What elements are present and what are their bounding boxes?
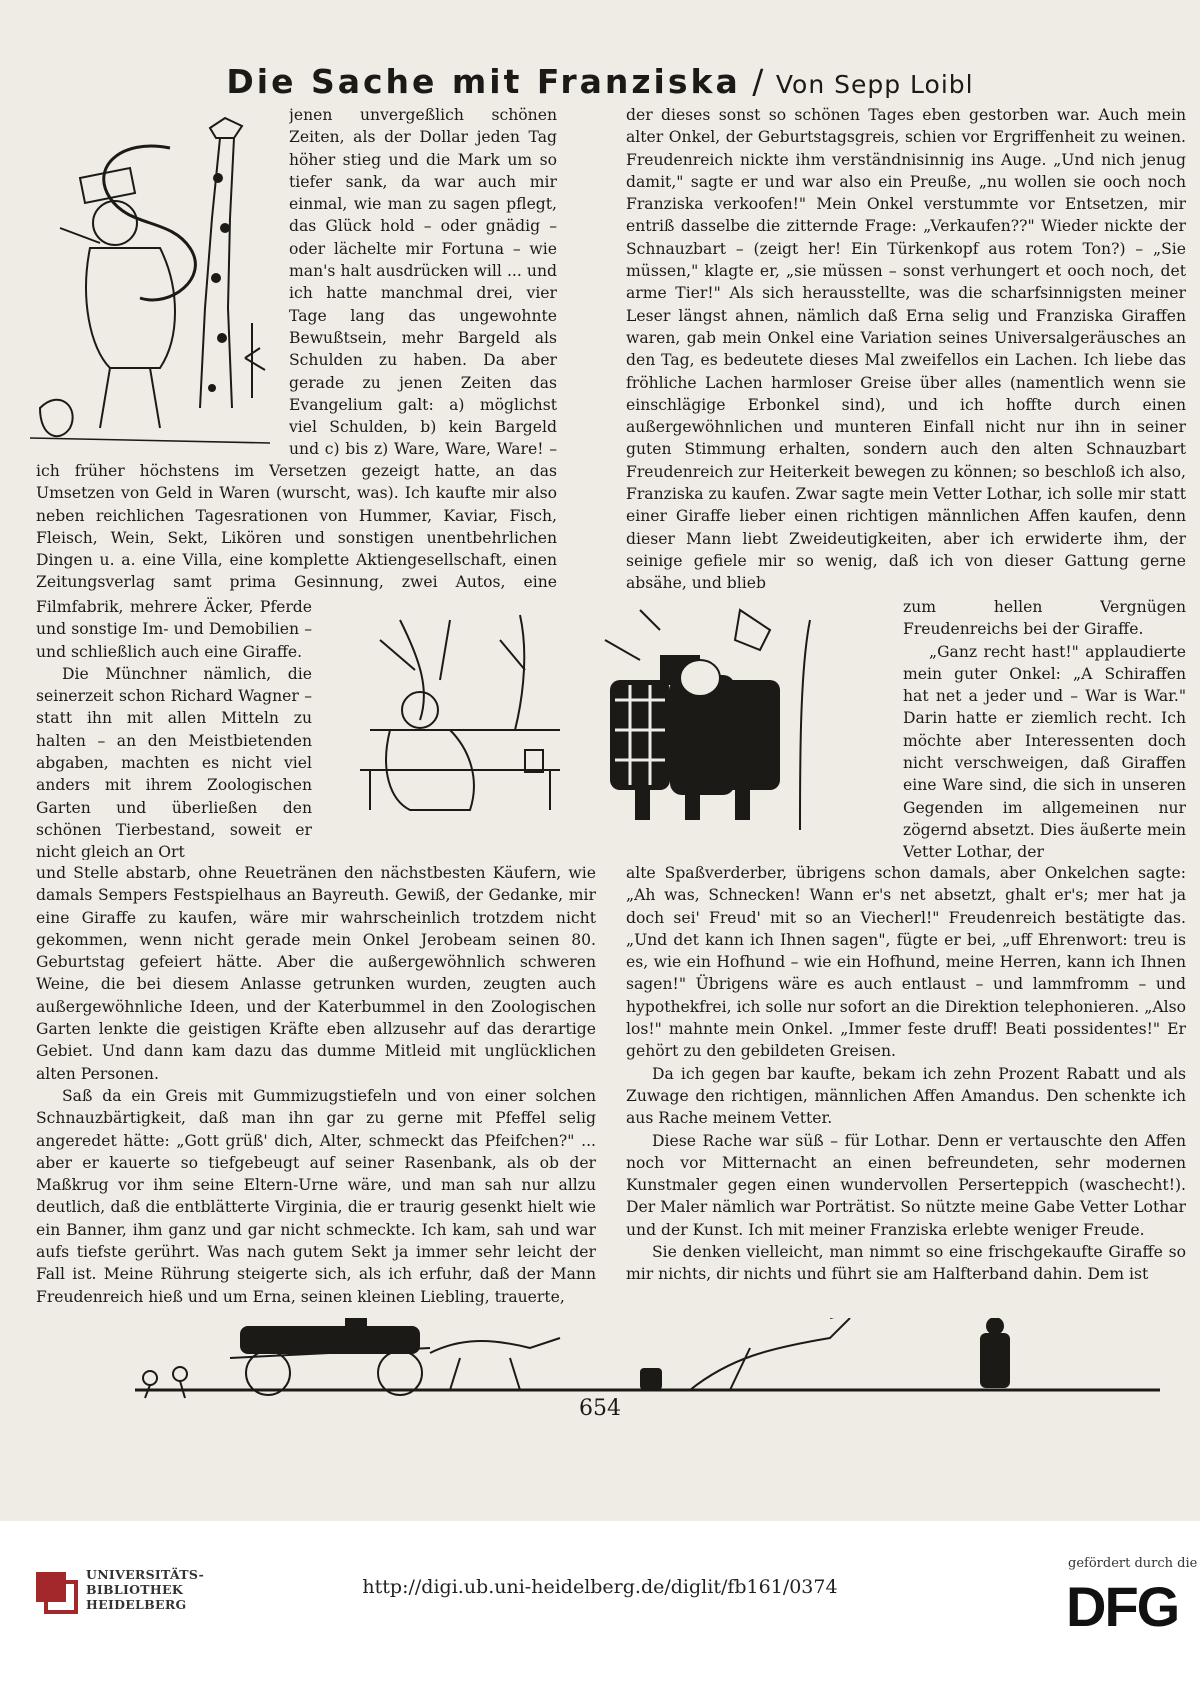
article-title xyxy=(0,62,1200,101)
permalink-url[interactable]: http://digi.ub.uni-heidelberg.de/diglit/fb161/0374 xyxy=(362,1576,838,1598)
text-right-bottom xyxy=(626,862,1186,1312)
text-left-mid xyxy=(36,460,557,594)
illustration-giraffe-man xyxy=(20,108,278,453)
paragraph: „Ganz recht hast!" applaudierte mein guter Onkel: „A Schiraffen hat net a jeder und – War is War." Darin hatte er ziemlich recht. Ich möchte aber Interessenten doch nicht verschweigen, daß Giraffen eine Ware sind, die sich in unseren Gegenden im allgemeinen nur zögernd absetzt. Dies äußerte mein Vetter Lothar, der xyxy=(903,642,1186,860)
text-left-bottom xyxy=(36,862,596,1312)
paragraph: alte Spaßverderber, übrigens schon damals, aber Onkelchen sagte: „Ah was, Schnecken! Wann er's net absetzt, ghalt er's; mer hat ja doch sei' Freud' mit so an Viecherl!" Freudenreich bestätigte das. „Und det kann ich Ihnen sagen", fügte er bei, „uff Ehrenwort: treu is es, wie ein Hofhund – wie ein Hofhund, meine Herren, kann ich Ihnen sagen!" Übrigens wäre es auch entlaust – und lammfromm – und hypothekfrei, ich solle nur sofort an die Direktion telephonieren. „Also los!" mahnte mein Onkel. „Immer feste druff! Beati possidentes!" Er gehört zu den gebildeten Greisen. xyxy=(626,864,1186,1061)
text-left-top xyxy=(289,104,557,458)
paragraph: Filmfabrik, mehrere Äcker, Pferde und sonstige Im- und Demobilien – und schließlich auch eine Giraffe. xyxy=(36,598,312,661)
paragraph: Die Münchner nämlich, die seinerzeit schon Richard Wagner – statt ihn mit allen Mitteln zu halten – an den Meistbietenden abgaben, machten es nicht viel anders mit ihrem Zoologischen Garten und überließen den schönen Tierbestand, soweit er nicht gleich an Ort xyxy=(36,664,312,860)
illustration-bench-scene xyxy=(340,600,895,845)
title-main: Die Sache mit Franziska xyxy=(226,62,741,101)
text-right-top xyxy=(626,104,1186,594)
paragraph: der dieses sonst so schönen Tages eben gestorben war. Auch mein alter Onkel, der Geburtstagsgreis, schien vor Ergriffenheit zu weinen. Freudenreich nickte ihm verständnisinnig ins Auge. „Und nich jenug damit," sagte er und war also ein Preuße, „nu wollen sie ooch noch Franziska verkoofen!" Mein Onkel verstummte vor Entsetzen, mir entriß dasselbe die zitternde Frage: „Verkaufen??" Wieder nickte der Schnauzbart – (zeigt her! Ein Türkenkopf aus rotem Ton?) – „Sie müssen," klagte er, „sie müssen – sonst verhungert et ooch noch, det arme Tier!" Als sich herausstellte, was die scharfsinnigsten meiner Leser längst ahnen, nämlich daß Erna selig und Franziska Giraffen waren, gab mein Onkel eine Variation seines Universalgeräusches an den Tag, es bedeutete dieses Mal zweifellos ein Lachen. Ich liebe das fröhliche Lachen harmloser Greise über alles (namentlich wenn sie einschlägige Erbonkel sind), und ich hoffte durch einen außergewöhnlichen und munteren Einfall nicht nur ihn in seiner guten Stimmung erhalten, sondern auch den alten Schnauzbart Freudenreich zur Heiterkeit bewegen zu können; so beschloß ich also, Franziska zu kaufen. Zwar sagte mein Vetter Lothar, ich solle mir statt einer Giraffe lieber einen richtigen männlichen Affen kaufen, denn dieser Mann liebt Zweideutigkeiten, aber ich erwiderte ihm, der seinige gefiele mir so wenig, daß ich von dieser Gattung gerne absähe, und blieb xyxy=(626,106,1186,593)
library-name-line: BIBLIOTHEK xyxy=(86,1582,184,1597)
illustration-procession xyxy=(130,1318,1170,1400)
library-name-line: UNIVERSITÄTS- xyxy=(86,1567,205,1582)
page-number: 654 xyxy=(579,1396,621,1421)
title-author: Von Sepp Loibl xyxy=(775,70,974,99)
library-name-line: HEIDELBERG xyxy=(86,1597,187,1612)
funding-caption: gefördert durch die xyxy=(1068,1556,1198,1571)
dfg-logo[interactable]: DFG xyxy=(1066,1575,1179,1638)
paragraph: zum hellen Vergnügen Freudenreichs bei der Giraffe. xyxy=(903,598,1186,639)
title-separator: / xyxy=(752,62,765,101)
paragraph: jenen unvergeßlich schönen Zeiten, als der Dollar jeden Tag höher stieg und die Mark um so tiefer sank, da war auch mir einmal, wie man zu sagen pflegt, das Glück hold – oder gnädig – oder lächelte mir Fortuna – wie man's halt ausdrücken will ... und ich hatte manchmal drei, vier Tage lang das ungewohnte Bewußtsein, mehr Bargeld als Schulden zu haben. Da aber gerade zu jenen Zeiten das Evangelium galt: a) möglichst viel Schulden, b) kein Bargeld und c) bis z) Ware, Ware, Ware! – xyxy=(289,106,557,458)
text-left-narrow xyxy=(36,596,312,860)
paragraph: Saß da ein Greis mit Gummizugstiefeln und von einer solchen Schnauzbärtigkeit, daß man ihn gar zu gerne mit Pfeffel selig angeredet hätte: „Gott grüß' dich, Alter, schmeckt das Pfeifchen?" ... aber er kauerte so tiefgebeugt auf seiner Rasenbank, als ob der Maßkrug vor ihm seine Eltern-Urne wäre, und man sah nur allzu deutlich, daß die entblätterte Virginia, die er traurig gesenkt hielt wie ein Banner, ihm ganz und gar nicht schmeckte. Ich kam, sah und war aufs tiefste gerührt. Was nach gutem Sekt ja immer sehr leicht der Fall ist. Meine Rührung steigerte sich, als ich erfuhr, daß der Mann Freudenreich hieß und um Erna, seinen kleinen Liebling, trauerte, xyxy=(36,1086,596,1306)
paragraph: Diese Rache war süß – für Lothar. Denn er vertauschte den Affen noch vor Mitternacht an einen befreundeten, sehr modernen Kunstmaler gegen einen wundervollen Perserteppich (waschecht!). Der Maler nämlich war Porträtist. So nützte meine Gabe Vetter Lothar und der Kunst. Ich mit meiner Franziska erlebte weniger Freude. xyxy=(626,1131,1186,1239)
paragraph: ich früher höchstens im Versetzen gezeigt hatte, an das Umsetzen von Geld in Waren (wurscht, was). Ich kaufte mir also neben reichlichen Tagesrationen von Hummer, Kaviar, Fisch, Fleisch, Wein, Sekt, Likören und sonstigen unentbehrlichen Dingen u. a. eine Villa, eine komplette Aktiengesellschaft, einen Zeitungsverlag samt prima Gesinnung, zwei Autos, eine xyxy=(36,462,557,592)
paragraph: Sie denken vielleicht, man nimmt so eine frischgekaufte Giraffe so mir nichts, dir nichts und führt sie am Halfterband dahin. Dem ist xyxy=(626,1243,1186,1284)
paragraph: Da ich gegen bar kaufte, bekam ich zehn Prozent Rabatt und als Zuwage den richtigen, männlichen Affen Amandus. Den schenkte ich aus Rache meinem Vetter. xyxy=(626,1064,1186,1128)
paragraph: und Stelle abstarb, ohne Reuetränen den nächstbesten Käufern, wie damals Sempers Festspielhaus an Bayreuth. Gewiß, der Gedanke, mir eine Giraffe zu kaufen, wäre mir wahrscheinlich trotzdem nicht gekommen, wenn nicht gerade mein Onkel Jerobeam seinen 80. Geburtstag gefeiert hätte. Aber die außergewöhnlich schweren Weine, die bei diesem Anlasse getrunken wurden, zeugten auch außergewöhnliche Ideen, und der Katerbummel in den Zoologischen Garten lenkte die geistigen Kräfte eben allzusehr auf das derartige Gebiet. Und dann kam dazu das dumme Mitleid mit unglücklichen alten Personen. xyxy=(36,864,596,1083)
text-right-narrow xyxy=(903,596,1186,860)
